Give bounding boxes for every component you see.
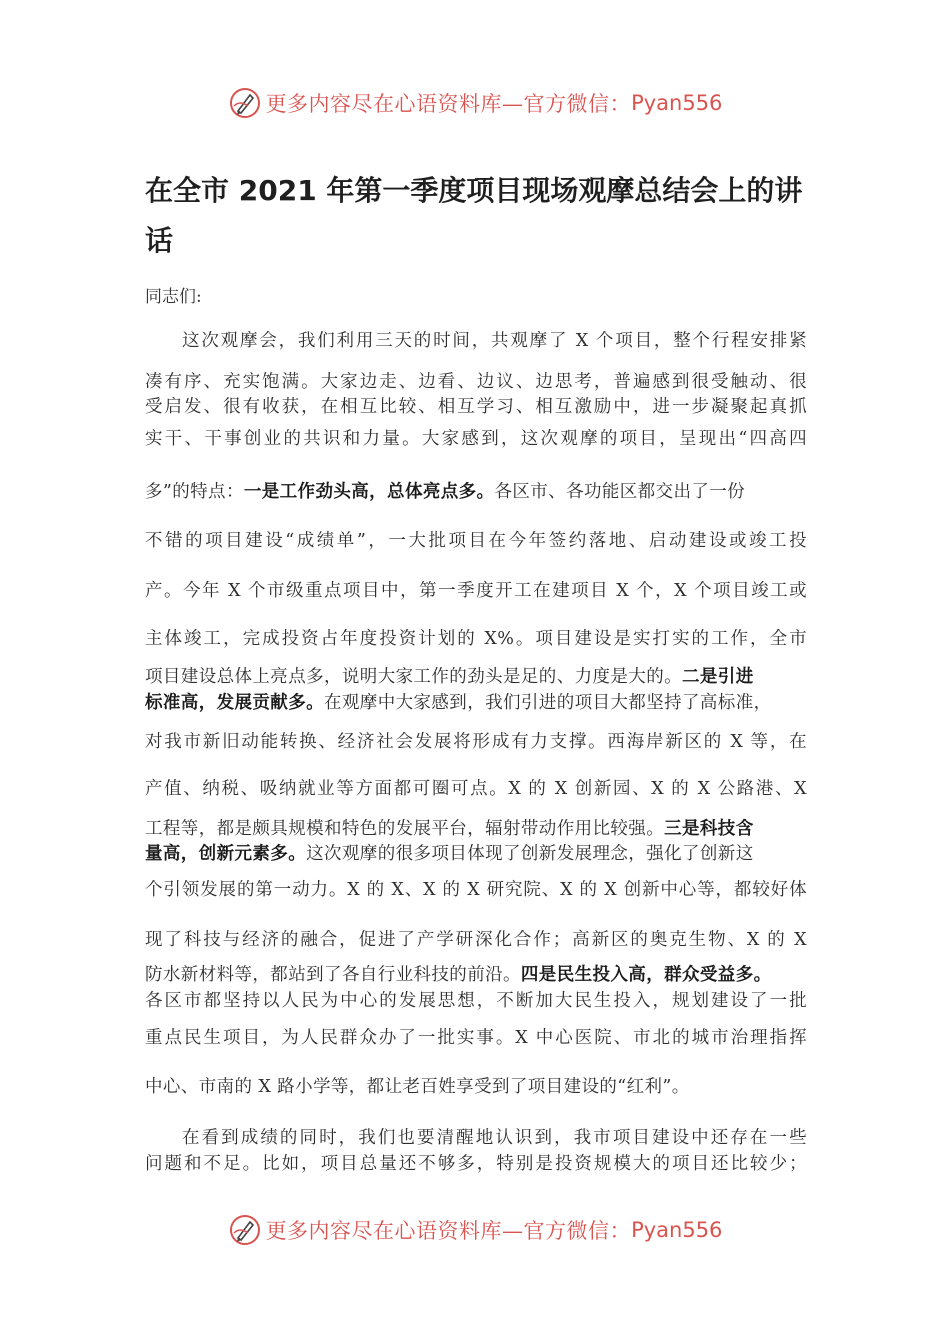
- body-text: 各区市、各功能区都交出了一份: [494, 482, 746, 502]
- body-line: 现了科技与经济的融合，促进了产学研深化合作；高新区的奥克生物、X 的 X: [145, 930, 807, 950]
- highlight-point-2a: 二是引进: [682, 667, 754, 687]
- body-line: 问题和不足。比如，项目总量还不够多，特别是投资规模大的项目还比较少；: [145, 1154, 807, 1174]
- highlight-point-1: 一是工作劲头高，总体亮点多。: [243, 482, 495, 502]
- body-text: 项目建设总体上亮点多，说明大家工作的劲头是足的、力度是大的。: [145, 667, 682, 687]
- body-line: [145, 816, 807, 842]
- watermark-text: 更多内容尽在心语资料库—官方微信：: [265, 1219, 632, 1243]
- body-text: 在观摩中大家感到，我们引进的项目大都坚持了高标准，: [324, 693, 772, 713]
- body-line: 产。今年 X 个市级重点项目中，第一季度开工在建项目 X 个，X 个项目竣工或: [145, 581, 807, 601]
- body-line: 中心、市南的 X 路小学等，都让老百姓享受到了项目建设的“红利”。: [145, 1077, 690, 1097]
- body-text: 多”的特点：: [145, 482, 244, 502]
- watermark-wechat-id: Pyan556: [631, 91, 723, 115]
- body-line: 对我市新旧动能转换、经济社会发展将形成有力支撑。西海岸新区的 X 等，在: [145, 732, 807, 752]
- body-line: 这次观摩会，我们利用三天的时间，共观摩了 X 个项目，整个行程安排紧: [182, 331, 807, 351]
- highlight-point-4: 四是民生投入高，群众受益多。: [520, 965, 772, 985]
- highlight-point-3a: 三是科技含: [664, 819, 754, 839]
- body-line: 在看到成绩的同时，我们也要清醒地认识到，我市项目建设中还存在一些: [182, 1128, 807, 1148]
- body-line: 实干、干事创业的共识和力量。大家感到，这次观摩的项目，呈现出“四高四: [145, 429, 807, 449]
- body-text: 防水新材料等，都站到了各自行业科技的前沿。: [145, 965, 521, 985]
- title-line-2: 话: [145, 224, 174, 257]
- title-line-1: 在全市 2021 年第一季度项目现场观摩总结会上的讲: [145, 174, 803, 207]
- pen-logo-icon: [228, 1213, 262, 1247]
- pen-logo-icon: [228, 86, 262, 120]
- watermark-header: [0, 83, 950, 123]
- body-line: 各区市都坚持以人民为中心的发展思想，不断加大民生投入，规划建设了一批: [145, 991, 807, 1011]
- body-line: 主体竣工，完成投资占年度投资计划的 X%。项目建设是实打实的工作，全市: [145, 629, 807, 649]
- watermark-footer: [0, 1210, 950, 1250]
- body-line: [145, 690, 807, 716]
- body-line: [145, 664, 807, 690]
- document-title: [145, 166, 815, 266]
- highlight-point-3b: 量高，创新元素多。: [145, 844, 307, 864]
- body-line: [145, 962, 807, 988]
- body-line: [145, 841, 807, 867]
- body-line: 凑有序、充实饱满。大家边走、边看、边议、边思考，普遍感到很受触动、很: [145, 372, 807, 392]
- body-line: 产值、纳税、吸纳就业等方面都可圈可点。X 的 X 创新园、X 的 X 公路港、X: [145, 779, 807, 799]
- watermark-wechat-id: Pyan556: [631, 1218, 723, 1242]
- greeting: 同志们:: [145, 287, 202, 307]
- body-line: [145, 479, 807, 505]
- highlight-point-2b: 标准高，发展贡献多。: [145, 693, 324, 713]
- body-text: 工程等，都是颇具规模和特色的发展平台，辐射带动作用比较强。: [145, 819, 665, 839]
- body-line: 重点民生项目，为人民群众办了一批实事。X 中心医院、市北的城市治理指挥: [145, 1028, 807, 1048]
- body-text: 这次观摩的很多项目体现了创新发展理念，强化了创新这: [306, 844, 754, 864]
- body-line: 不错的项目建设“成绩单”，一大批项目在今年签约落地、启动建设或竣工投: [145, 531, 807, 551]
- watermark-text: 更多内容尽在心语资料库—官方微信：: [265, 92, 632, 116]
- body-line: 个引领发展的第一动力。X 的 X、X 的 X 研究院、X 的 X 创新中心等，都较好体: [145, 880, 807, 900]
- body-line: 受启发、很有收获，在相互比较、相互学习、相互激励中，进一步凝聚起真抓: [145, 397, 807, 417]
